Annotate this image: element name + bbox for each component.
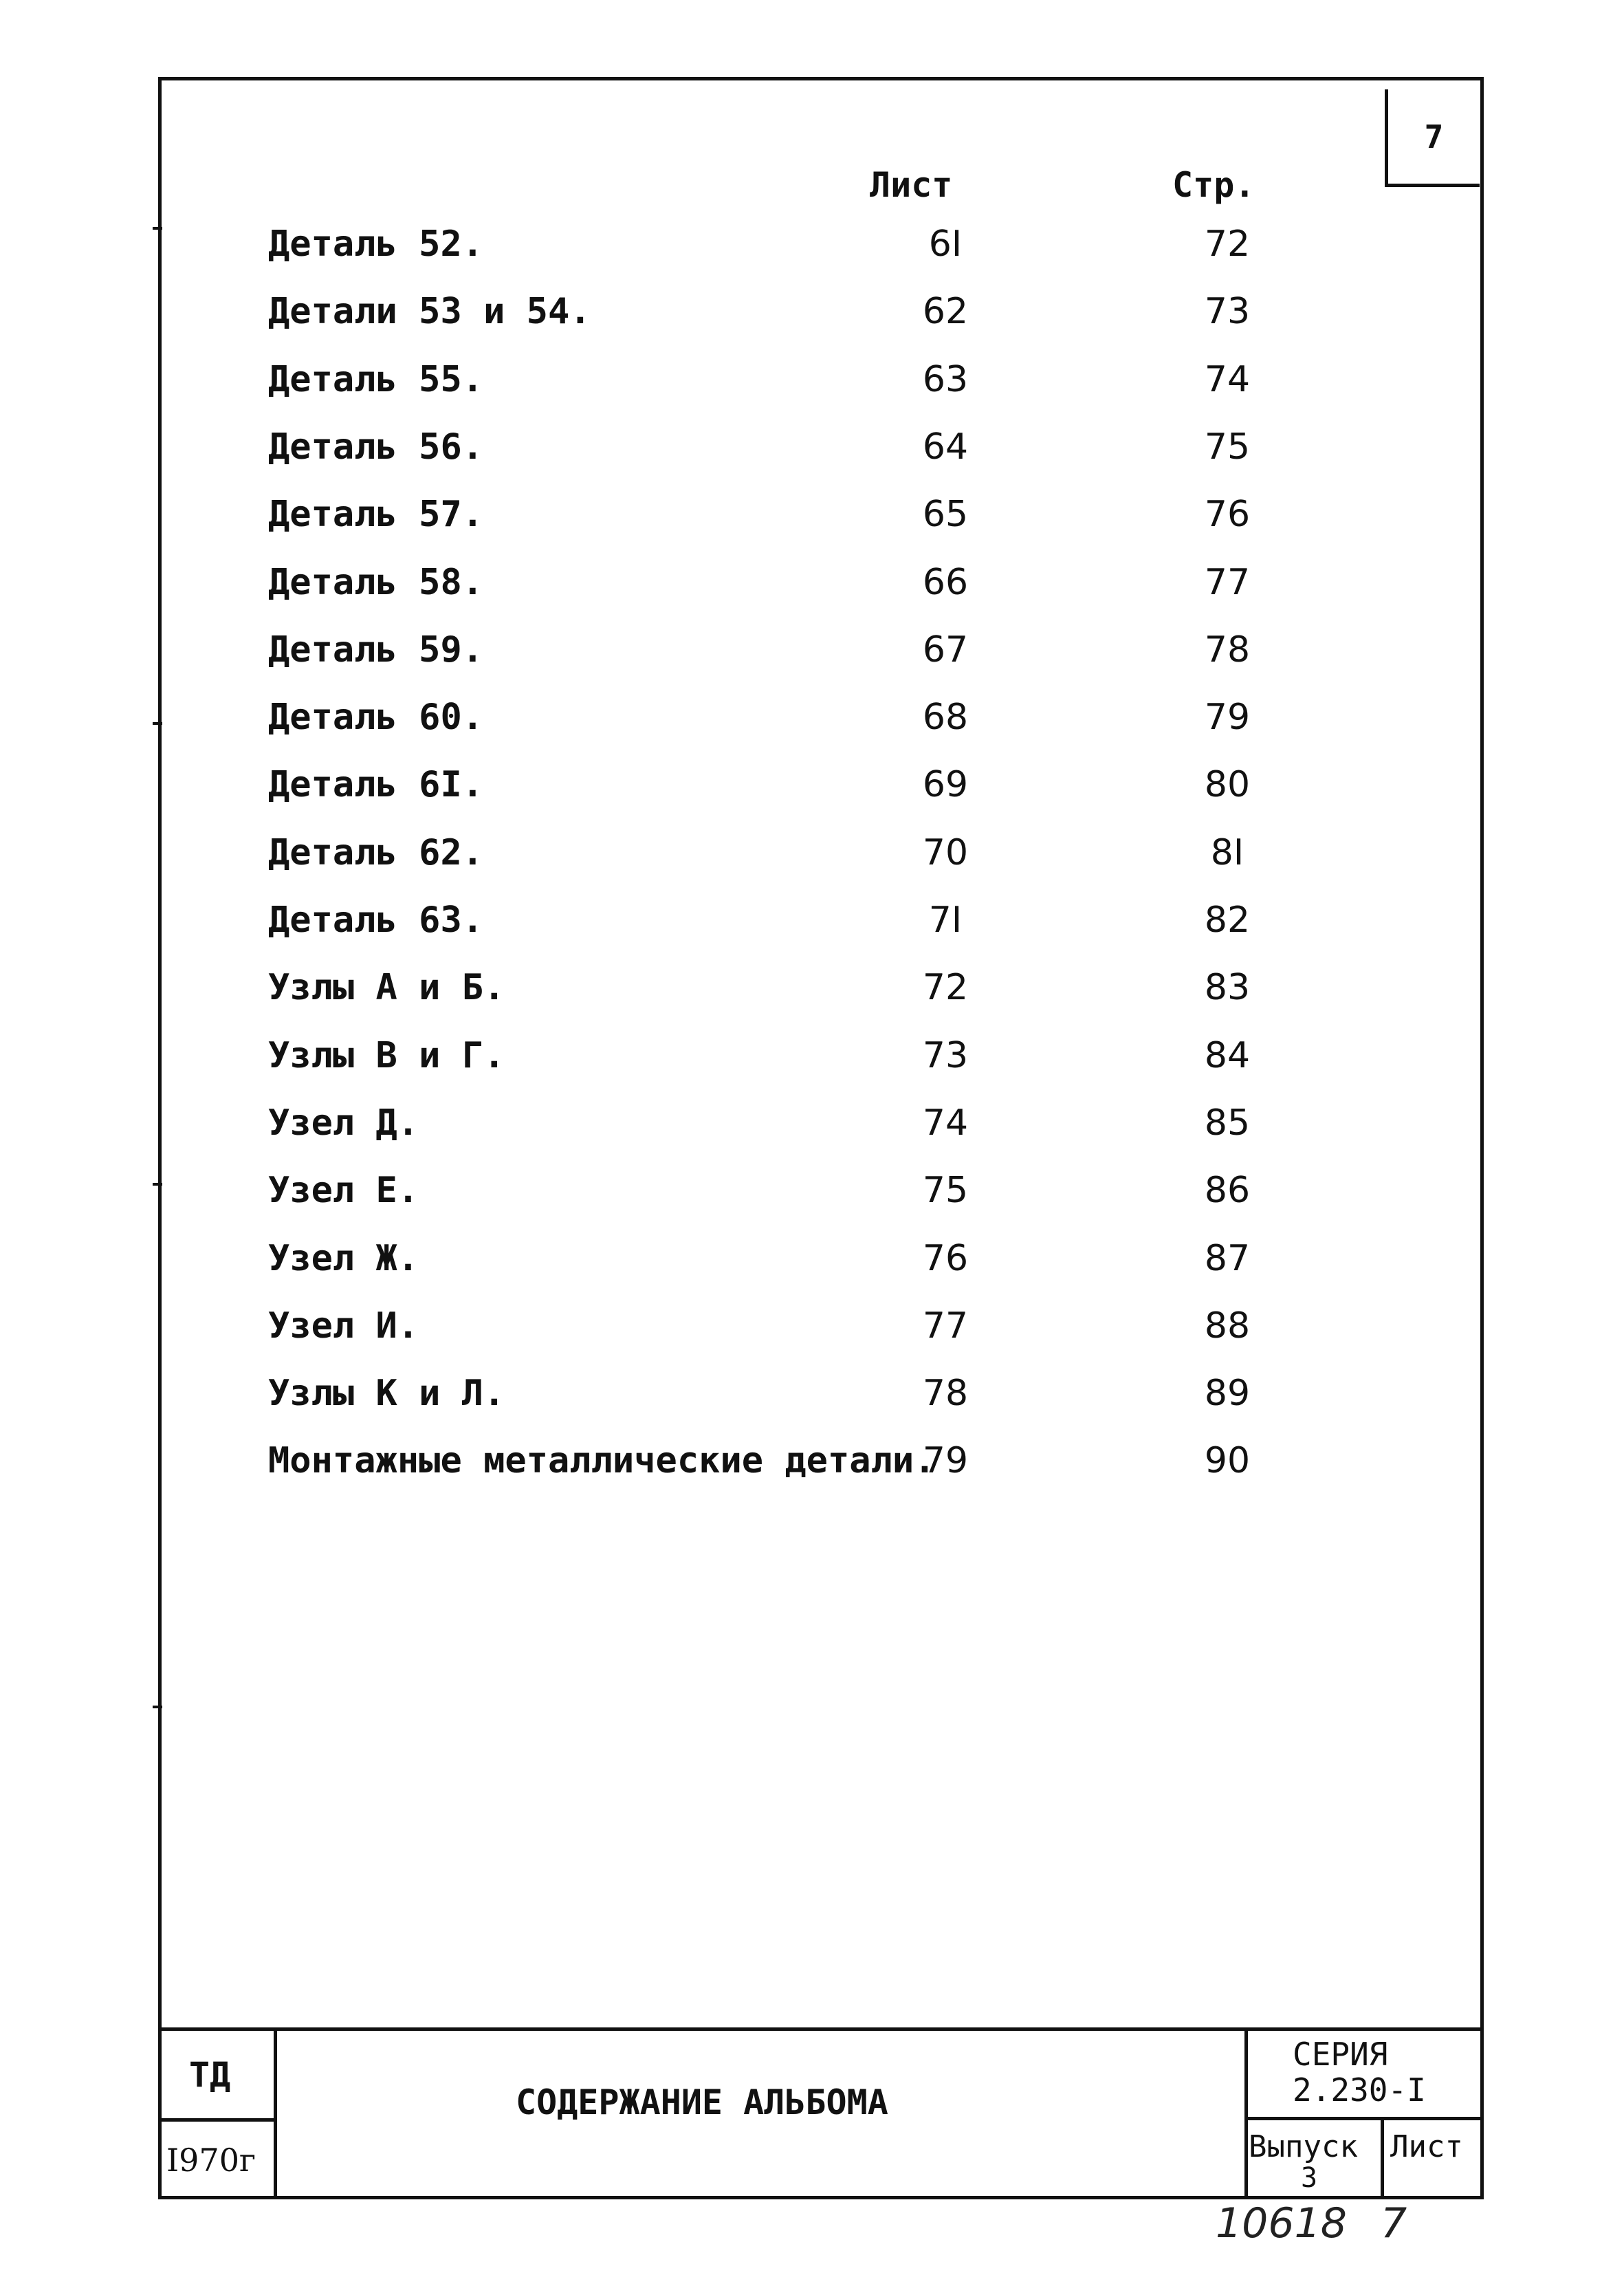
contents-row [0, 1440, 1624, 1507]
sheet-number: 6I [928, 224, 963, 265]
org-code: ТД [189, 2055, 231, 2095]
item-name: Узел И. [268, 1305, 419, 1347]
sheet-number: 63 [922, 358, 969, 400]
sheet-number: 64 [922, 426, 969, 468]
document-title: СОДЕРЖАНИЕ АЛЬБОМА [516, 2082, 888, 2122]
contents-row [0, 359, 1624, 426]
item-name: Деталь 63. [268, 900, 484, 941]
contents-row [0, 967, 1624, 1034]
sheet-number: 78 [922, 1373, 969, 1415]
contents-row [0, 629, 1624, 697]
item-name: Узел Д. [268, 1102, 419, 1144]
page-number-box: 7 [1385, 89, 1480, 187]
item-name: Деталь 62. [268, 831, 484, 873]
page-number: 87 [1204, 1237, 1251, 1279]
page-number: 86 [1204, 1170, 1251, 1212]
sheet-number: 66 [922, 561, 969, 603]
item-name: Деталь 52. [268, 224, 484, 265]
series-value: 2.230-I [1293, 2071, 1426, 2109]
contents-row [0, 832, 1624, 900]
page-number: 74 [1204, 358, 1251, 400]
page-number: 85 [1204, 1102, 1251, 1144]
item-name: Монтажные металлические детали. [268, 1440, 936, 1482]
page-number: 82 [1204, 900, 1251, 941]
sheet-number: 7I [928, 900, 963, 941]
column-header-sheet: Лист [870, 165, 953, 205]
page-number: 89 [1204, 1373, 1251, 1415]
page-number: 76 [1204, 494, 1251, 536]
item-name: Деталь 56. [268, 426, 484, 468]
item-name: Детали 53 и 54. [268, 291, 591, 333]
sheet-number: 74 [922, 1102, 969, 1144]
sheet-number: 72 [922, 967, 969, 1009]
item-name: Деталь 59. [268, 629, 484, 671]
page-number: 83 [1204, 967, 1251, 1009]
sheet-label: Лист [1390, 2129, 1463, 2164]
item-name: Узлы В и Г. [268, 1034, 505, 1076]
sheet-number: 77 [922, 1305, 969, 1347]
item-name: Узлы К и Л. [268, 1373, 505, 1415]
contents-row [0, 291, 1624, 358]
handwritten-number: 10618 [1216, 2199, 1347, 2247]
page-number: 72 [1204, 224, 1251, 265]
contents-row [0, 1305, 1624, 1373]
year: I970г [166, 2142, 256, 2179]
page-number: 79 [1204, 697, 1251, 739]
contents-row [0, 697, 1624, 764]
issue-label: Выпуск [1249, 2129, 1358, 2164]
sheet-number: 68 [922, 697, 969, 739]
page-number: 73 [1204, 291, 1251, 333]
title-block [158, 2027, 1484, 2199]
item-name: Узлы А и Б. [268, 967, 505, 1009]
sheet-number: 75 [922, 1170, 969, 1212]
item-name: Узел Е. [268, 1170, 419, 1212]
item-name: Деталь 57. [268, 494, 484, 536]
item-name: Деталь 58. [268, 561, 484, 603]
page-number: 77 [1204, 561, 1251, 603]
item-name: Деталь 60. [268, 697, 484, 739]
frame-tick [153, 1706, 162, 1708]
contents-row [0, 1035, 1624, 1102]
sheet-number: 76 [922, 1237, 969, 1279]
page-number: 84 [1204, 1034, 1251, 1076]
page-number: 88 [1204, 1305, 1251, 1347]
contents-row [0, 224, 1624, 291]
page-number: 8I [1210, 831, 1244, 873]
issue-value: 3 [1301, 2162, 1318, 2194]
contents-row [0, 494, 1624, 561]
page-number: 75 [1204, 426, 1251, 468]
contents-row [0, 1373, 1624, 1440]
contents-row [0, 900, 1624, 967]
sheet-number: 79 [922, 1440, 969, 1482]
column-header-page: Стр. [1172, 165, 1255, 205]
sheet-number: 62 [922, 291, 969, 333]
sheet-number: 69 [922, 764, 969, 806]
handwritten-sheet: 7 [1381, 2199, 1407, 2247]
contents-row [0, 1170, 1624, 1237]
page-number: 78 [1204, 629, 1251, 671]
contents-row [0, 764, 1624, 831]
sheet-number: 73 [922, 1034, 969, 1076]
page-number: 90 [1204, 1440, 1251, 1482]
item-name: Деталь 6I. [268, 764, 484, 806]
series-label: СЕРИЯ [1293, 2036, 1388, 2073]
item-name: Узел Ж. [268, 1237, 419, 1279]
contents-row [0, 426, 1624, 494]
sheet-number: 65 [922, 494, 969, 536]
page-number: 80 [1204, 764, 1251, 806]
sheet-number: 67 [922, 629, 969, 671]
sheet-number: 70 [922, 831, 969, 873]
contents-row [0, 1238, 1624, 1305]
contents-row [0, 562, 1624, 629]
contents-row [0, 1102, 1624, 1170]
item-name: Деталь 55. [268, 358, 484, 400]
